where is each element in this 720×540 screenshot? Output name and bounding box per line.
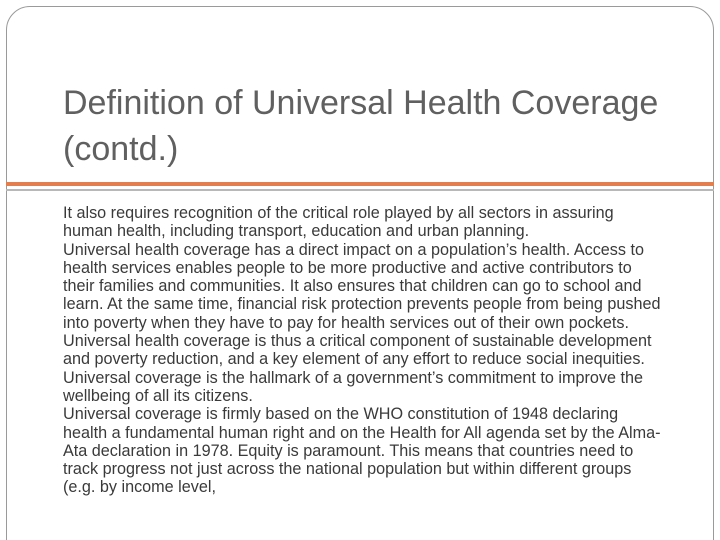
- accent-divider-line: [6, 182, 714, 186]
- slide-body: [63, 204, 663, 497]
- slide-title: Definition of Universal Health Coverage (contd.): [63, 84, 659, 168]
- secondary-divider-line: [6, 189, 714, 191]
- body-paragraph-2: Universal health coverage has a direct impact on a population’s health. Access to health services enables people to be more productive and active contributors to their families and communities. It also ensures that children can go to school and learn. At the same time, financial risk protection prevents people from being pushed into poverty when they have to pay for health services out of their own pockets. Universal health coverage is thus a critical component of sustainable development and poverty reduction, and a key element of any effort to reduce social inequities. Universal coverage is the hallmark of a government’s commitment to improve the wellbeing of all its citizens.: [63, 240, 661, 405]
- title-divider: [6, 182, 714, 194]
- body-paragraph-1: It also requires recognition of the critical role played by all sectors in assuring human health, including transport, education and urban planning.: [63, 204, 614, 241]
- body-paragraph-3: Universal coverage is firmly based on the WHO constitution of 1948 declaring health a fundamental human right and on the Health for All agenda set by the Alma-Ata declaration in 1978. Equity is paramount. This means that countries need to track progress not just across the national population but within different groups (e.g. by income level,: [63, 405, 661, 497]
